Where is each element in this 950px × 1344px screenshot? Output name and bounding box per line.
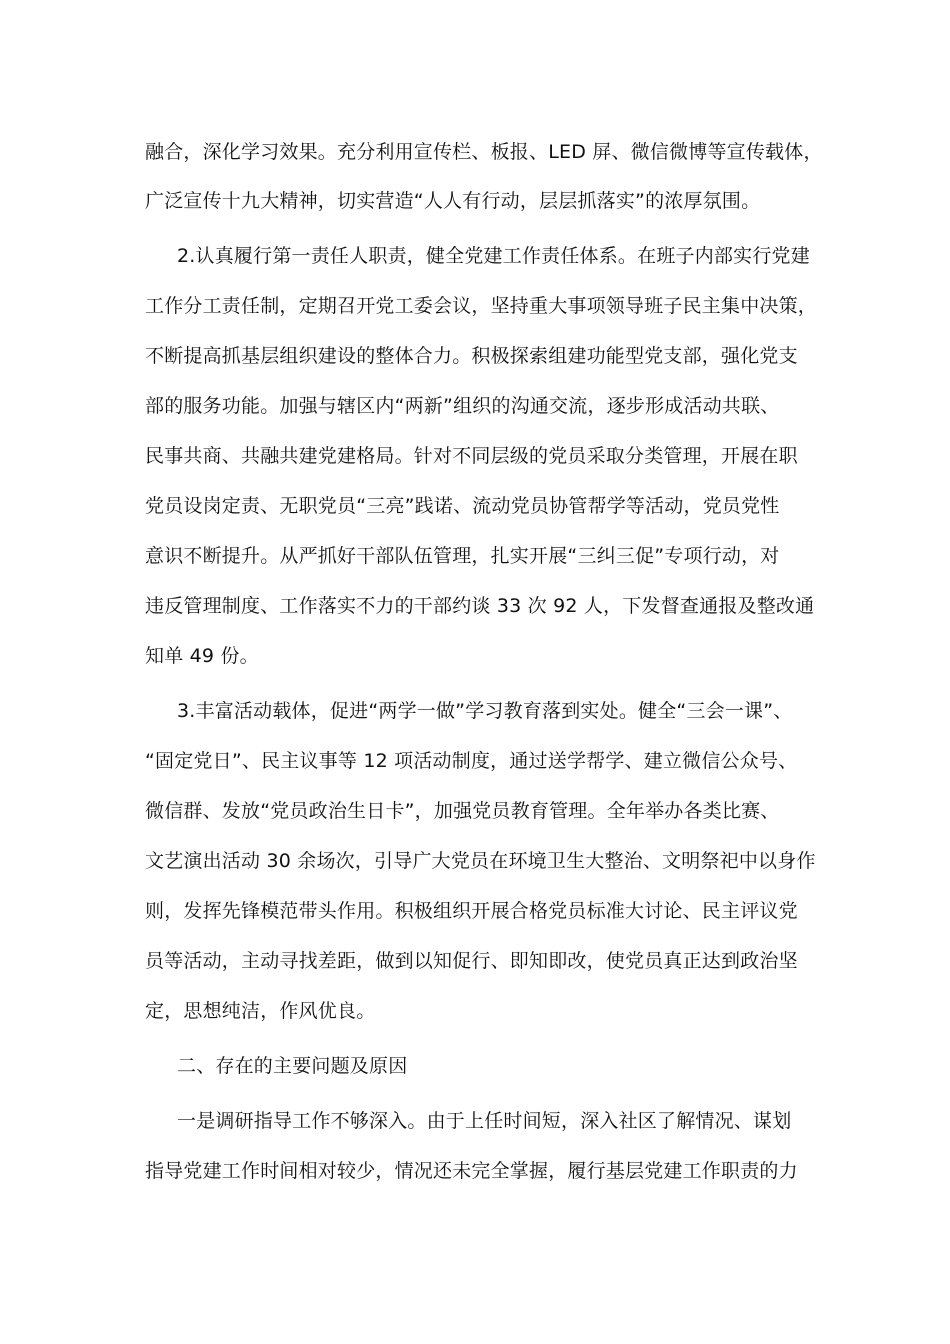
text-line: 文艺演出活动 30 余场次，引导广大党员在环境卫生大整治、文明祭祀中以身作 [145,850,816,872]
text-line: 违反管理制度、工作落实不力的干部约谈 33 次 92 人，下发督查通报及整改通 [145,595,815,617]
text-line: 民事共商、共融共建党建格局。针对不同层级的党员采取分类管理，开展在职 [145,445,798,467]
text-line: 意识不断提升。从严抓好干部队伍管理，扎实开展“三纠三促”专项行动，对 [145,545,780,567]
text-line: 不断提高抓基层组织建设的整体合力。积极探索组建功能型党支部，强化党支 [145,345,798,367]
text-line: 指导党建工作时间相对较少，情况还未完全掌握，履行基层党建工作职责的力 [145,1160,798,1182]
text-line: 党员设岗定责、无职党员“三亮”践诺、流动党员协管帮学等活动，党员党性 [145,495,780,517]
text-line: 员等活动，主动寻找差距，做到以知促行、即知即改，使党员真正达到政治坚 [145,950,798,972]
text-line: 知单 49 份。 [145,645,259,667]
section-heading: 二、存在的主要问题及原因 [177,1055,408,1077]
text-line: 广泛宣传十九大精神，切实营造“人人有行动，层层抓落实”的浓厚氛围。 [145,190,761,212]
text-line: 则，发挥先锋模范带头作用。积极组织开展合格党员标准大讨论、民主评议党 [145,900,798,922]
text-line: 微信群、发放“党员政治生日卡”，加强党员教育管理。全年举办各类比赛、 [145,800,780,822]
text-line: 工作分工责任制，定期召开党工委会议，坚持重大事项领导班子民主集中决策， [145,295,818,317]
text-line: 融合，深化学习效果。充分利用宣传栏、板报、LED 屏、微信微博等宣传载体， [145,141,823,163]
text-line: 一是调研指导工作不够深入。由于上任时间短，深入社区了解情况、谋划 [177,1110,792,1132]
text-line: 部的服务功能。加强与辖区内“两新”组织的沟通交流，逐步形成活动共联、 [145,395,780,417]
text-line: “固定党日”、民主议事等 12 项活动制度，通过送学帮学、建立微信公众号、 [145,750,798,772]
text-line: 定，思想纯洁，作风优良。 [145,1000,376,1022]
paragraph-2-heading-line: 2.认真履行第一责任人职责，健全党建工作责任体系。在班子内部实行党建 [177,245,810,267]
paragraph-3-heading-line: 3.丰富活动载体，促进“两学一做”学习教育落到实处。健全“三会一课”、 [177,700,793,722]
